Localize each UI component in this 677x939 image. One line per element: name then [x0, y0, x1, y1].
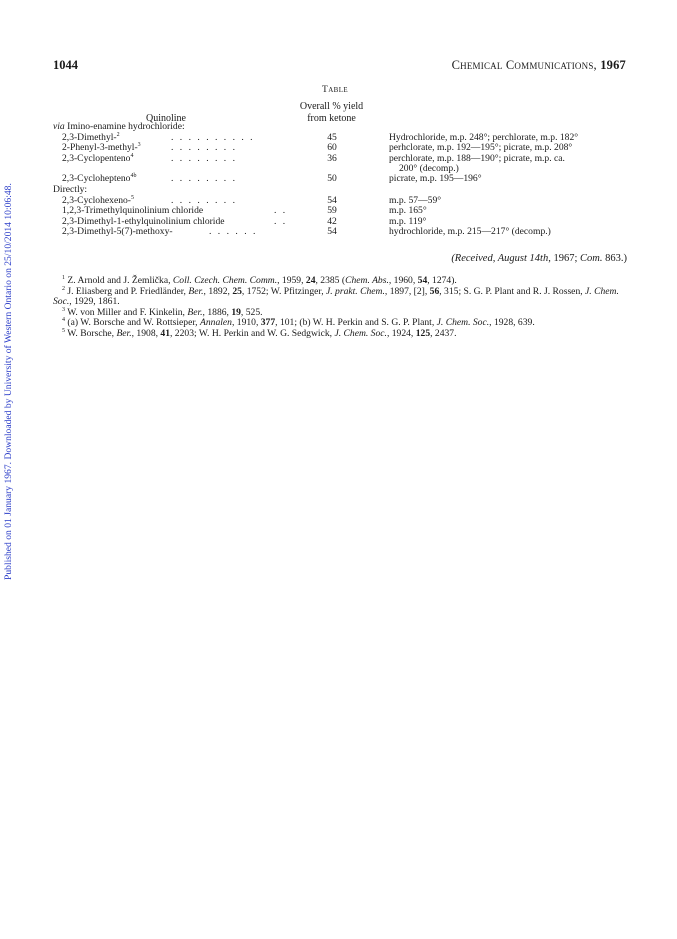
leader-dots: . . . . . . . . . .: [171, 131, 255, 143]
journal-title: J. Chem. Soc.: [436, 317, 490, 329]
column-header-quinoline: Quinoline: [146, 113, 186, 124]
journal-title: Ber.: [116, 327, 132, 339]
yield-value: 42: [327, 215, 337, 227]
leader-dots: . . . . . . . .: [171, 194, 237, 206]
reference-mark: 4b: [130, 173, 137, 180]
reference-text: , 1910,: [231, 317, 261, 329]
compound-name: 2,3-Dimethyl-: [62, 131, 117, 143]
reference-text: , 1274).: [427, 275, 457, 286]
reference-text: , 1752; W. Pfitzinger,: [241, 285, 326, 297]
volume: 24: [305, 275, 316, 286]
running-header: [452, 58, 626, 73]
column-header-yield: [285, 101, 378, 124]
yield-value: 54: [327, 194, 337, 206]
reference-mark: 3: [137, 142, 141, 148]
received-date: August 14th: [497, 253, 549, 264]
reference-text: , 1928, 639.: [489, 317, 535, 329]
reference-number: 3: [62, 306, 65, 313]
journal-year: 1967: [600, 58, 626, 72]
journal-title: Annalen: [199, 317, 232, 329]
reference-text: , 1959,: [277, 275, 306, 286]
section-directly-text: Directly:: [53, 183, 88, 195]
leader-dots: . . . . . .: [209, 226, 258, 238]
reference-text: W. Borsche,: [65, 327, 117, 339]
reference-number: 1: [62, 274, 65, 281]
reference-text: , 1929, 1861.: [69, 296, 120, 308]
journal-title: Ber.: [187, 306, 203, 318]
volume: 41: [160, 327, 170, 339]
received-number: 863.): [602, 253, 627, 264]
remark-text-continued: 200° (decomp.): [399, 163, 459, 175]
journal-title: J. Chem. Soc.: [53, 285, 619, 308]
reference-text: Z. Arnold and J. Žemlička,: [65, 275, 173, 286]
leader-dots: . . . . . . . .: [171, 152, 237, 164]
reference-text: , 1886,: [202, 306, 232, 318]
reference-text: , 525.: [240, 306, 263, 318]
compound-name: 1,2,3-Trimethylquinolinium chloride: [62, 205, 204, 217]
results-table: [53, 122, 633, 238]
compound-name: 2,3-Cyclopenteno: [62, 152, 131, 164]
journal-name: Chemical Communications,: [451, 58, 597, 72]
reference-text: , 1924,: [386, 327, 416, 339]
leader-dots: . . . . . . . .: [171, 173, 237, 185]
remark-text: picrate, m.p. 195—196°: [389, 173, 482, 185]
table-row-continuation: [53, 164, 633, 174]
reference-text: , 2203; W. H. Perkin and W. G. Sedgwick,: [170, 327, 335, 339]
reference-mark: 2: [116, 131, 120, 138]
journal-title: J. Chem. Soc.: [334, 327, 387, 339]
reference-text: (a) W. Borsche and W. Rottsieper,: [65, 317, 200, 329]
remark-text: perhclorate, m.p. 192—195°; picrate, m.p. 208°: [389, 142, 573, 154]
references: [53, 276, 627, 340]
section-via-text: Imino-enamine hydrochloride:: [64, 121, 185, 132]
page-number: 1044: [53, 58, 78, 72]
yield-value: 60: [327, 142, 337, 154]
column-header-yield-line1: Overall % yield: [299, 101, 364, 112]
table-row: [53, 154, 633, 165]
volume: 25: [232, 285, 242, 297]
yield-value: 50: [327, 173, 337, 185]
reference-2: [53, 287, 627, 308]
reference-text: , 101; (b) W. H. Perkin and S. G. P. Plant,: [275, 317, 437, 329]
reference-text: , 2385 (: [315, 275, 346, 286]
remark-text: m.p. 57—59°: [389, 194, 442, 206]
yield-value: 45: [327, 131, 337, 143]
remark-text: Hydrochloride, m.p. 248°; perchlorate, m.p. 182°: [389, 131, 579, 143]
volume: 377: [260, 317, 276, 329]
reference-number: 2: [62, 285, 65, 292]
compound-name: 2-Phenyl-3-methyl-: [62, 142, 138, 154]
received-com: Com.: [580, 253, 603, 264]
table-row: [53, 227, 633, 238]
remark-text: m.p. 165°: [389, 205, 427, 217]
reference-text: , 2437.: [430, 327, 457, 339]
remark-text: m.p. 119°: [389, 215, 427, 227]
received-year: , 1967;: [548, 253, 581, 264]
reference-text: , 1960,: [388, 275, 418, 286]
reference-number: 4: [62, 317, 65, 324]
section-heading-via: [53, 122, 633, 133]
download-watermark-text: Published on 01 January 1967. Downloaded by University of Western Ontario on 25/10/2014 10:06:48.: [3, 183, 14, 580]
section-heading-directly: [53, 185, 633, 196]
compound-name: 2,3-Cyclohexeno-: [62, 194, 132, 206]
compound-name: 2,3-Dimethyl-1-ethylquinolinium chloride: [62, 215, 225, 227]
received-open: (Received,: [451, 253, 498, 264]
volume: 56: [429, 285, 440, 297]
reference-text: , 315; S. G. P. Plant and R. J. Rossen,: [439, 285, 586, 297]
journal-title: Coll. Czech. Chem. Comm.: [172, 275, 278, 286]
remark-text: hydrochloride, m.p. 215—217° (decomp.): [389, 226, 551, 238]
reference-text: , 1908,: [131, 327, 161, 339]
table-row: [53, 174, 633, 185]
leader-dots: . . . . . . . .: [171, 142, 237, 154]
download-watermark: [3, 150, 17, 580]
volume: 54: [417, 275, 428, 286]
reference-text: J. Eliasberg and P. Friedländer,: [65, 285, 189, 297]
volume: 19: [231, 306, 241, 318]
reference-text: W. von Miller and F. Kinkelin,: [65, 306, 188, 318]
compound-name: 2,3-Cyclohepteno: [62, 173, 131, 185]
compound-name: 2,3-Dimethyl-5(7)-methoxy-: [62, 226, 173, 238]
leader-dots: . .: [274, 205, 288, 217]
reference-text: , 1897, [2],: [384, 285, 430, 297]
reference-mark: 5: [131, 194, 135, 201]
reference-mark: 4: [130, 152, 134, 159]
column-header-yield-line2: from ketone: [307, 112, 356, 124]
reference-text: , 1892,: [203, 285, 233, 297]
received-line: [451, 253, 627, 264]
leader-dots: . .: [274, 215, 288, 227]
reference-number: 5: [62, 327, 65, 334]
journal-title: J. prakt. Chem.: [326, 285, 385, 297]
volume: 125: [415, 327, 431, 339]
table-caption: Table: [322, 85, 349, 95]
yield-value: 59: [327, 205, 337, 217]
yield-value: 36: [327, 152, 337, 164]
journal-title: Ber.: [188, 285, 204, 297]
yield-value: 54: [327, 226, 337, 238]
remark-text: perchlorate, m.p. 188—190°; picrate, m.p. ca.: [389, 152, 565, 164]
section-via-italic: via: [53, 121, 65, 132]
journal-title: Chem. Abs.: [345, 275, 389, 286]
reference-5: [53, 329, 627, 340]
